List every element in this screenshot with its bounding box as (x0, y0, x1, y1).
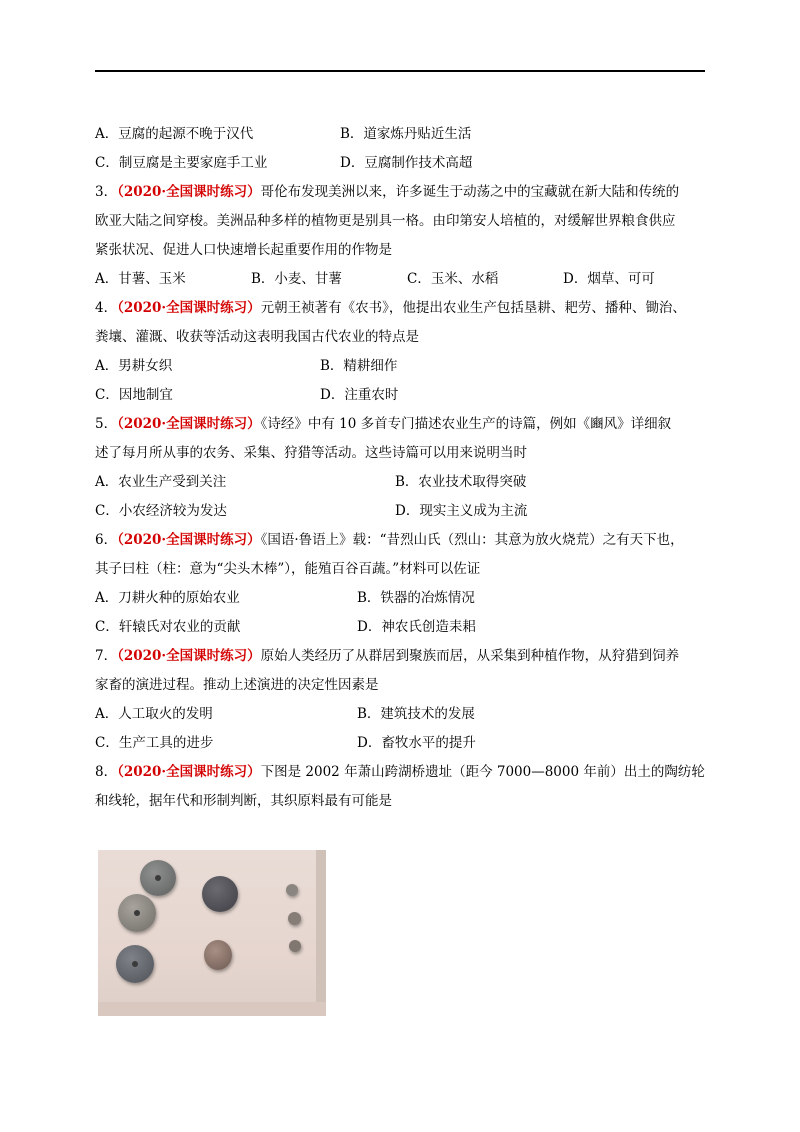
question-line (95, 526, 715, 555)
pottery-disc (140, 860, 176, 896)
answer-option: B．精耕细作 (320, 358, 398, 374)
option-row (95, 381, 715, 410)
answer-option: C．玉米、水稻 (407, 271, 499, 287)
thread-wheel (286, 884, 298, 896)
pottery-disc (118, 894, 156, 932)
source-tag: （2020·全国课时练习） (117, 764, 261, 780)
question-text: 元朝王祯著有《农书》，他提出农业生产包括垦耕、耙劳、播种、锄治、 (260, 300, 686, 316)
source-tag: （2020·全国课时练习） (117, 416, 261, 432)
question-line (95, 642, 715, 671)
answer-option: A．甘薯、玉米 (95, 271, 186, 287)
thread-wheel (289, 940, 301, 952)
answer-option: C．轩辕氏对农业的贡献 (95, 619, 241, 635)
question-number: 5． (95, 416, 118, 432)
answer-option: C．制豆腐是主要家庭手工业 (95, 155, 268, 171)
answer-option: A．农业生产受到关注 (95, 474, 227, 490)
answer-option: B．建筑技术的发展 (357, 706, 475, 722)
answer-option: A．豆腐的起源不晚于汉代 (95, 126, 254, 142)
question-text: 《国语·鲁语上》载：“昔烈山氏（烈山：其意为放火烧荒）之有天下也， (260, 532, 684, 548)
question-text: 《诗经》中有 10 多首专门描述农业生产的诗篇，例如《豳风》详细叙 (260, 416, 672, 432)
answer-option: D．烟草、可可 (563, 271, 655, 287)
question-text-line: 家畜的演进过程。推动上述演进的决定性因素是 (95, 677, 379, 693)
question-text-line: 粪壤、灌溉、收获等活动这表明我国古代农业的特点是 (95, 329, 419, 345)
option-row (95, 613, 715, 642)
source-tag: （2020·全国课时练习） (117, 184, 261, 200)
answer-option: C．生产工具的进步 (95, 735, 214, 751)
pottery-disc (116, 945, 154, 983)
source-tag: （2020·全国课时练习） (117, 300, 261, 316)
answer-option: D．豆腐制作技术高超 (340, 155, 473, 171)
question-text: 原始人类经历了从群居到聚族而居，从采集到种植作物，从狩猎到饲养 (260, 648, 680, 664)
answer-option: A．男耕女织 (95, 358, 173, 374)
answer-option: C．因地制宜 (95, 387, 173, 403)
answer-option: A．人工取火的发明 (95, 706, 213, 722)
answer-option: B．农业技术取得突破 (395, 474, 527, 490)
option-row (95, 120, 715, 149)
question-line (95, 410, 715, 439)
answer-option: C．小农经济较为发达 (95, 503, 227, 519)
source-tag: （2020·全国课时练习） (117, 532, 261, 548)
answer-option: D．现实主义成为主流 (395, 503, 528, 519)
answer-option: B．道家炼丹贴近生活 (340, 126, 472, 142)
question-line (95, 758, 715, 787)
pottery-disc (204, 940, 232, 970)
question-line (95, 178, 715, 207)
option-row (95, 729, 715, 758)
answer-option: D．注重农时 (320, 387, 399, 403)
spinning-wheel-photo (98, 850, 326, 1016)
answer-option: A．刀耕火种的原始农业 (95, 590, 240, 606)
question-text: 下图是 2002 年萧山跨湖桥遗址（距今 7000—8000 年前）出土的陶纺轮 (260, 764, 705, 780)
option-row (95, 352, 715, 381)
option-row (95, 584, 715, 613)
question-text: 哥伦布发现美洲以来，许多诞生于动荡之中的宝藏就在新大陆和传统的 (260, 184, 680, 200)
question-number: 8． (95, 764, 118, 780)
source-tag: （2020·全国课时练习） (117, 648, 261, 664)
pottery-disc (202, 876, 238, 912)
option-row (95, 497, 715, 526)
question-text-line: 述了每月所从事的农务、采集、狩猎等活动。这些诗篇可以用来说明当时 (95, 445, 527, 461)
question-number: 4． (95, 300, 118, 316)
question-number: 3． (95, 184, 118, 200)
question-text-line: 其子曰柱（柱：意为“尖头木棒”），能殖百谷百蔬。”材料可以佐证 (95, 561, 481, 577)
question-number: 6． (95, 532, 118, 548)
option-row (95, 700, 715, 729)
option-row (95, 468, 715, 497)
question-text-line: 欧亚大陆之间穿梭。美洲品种多样的植物更是别具一格。由印第安人培植的，对缓解世界粮食供应 (95, 213, 676, 229)
question-line (95, 294, 715, 323)
thread-wheel (288, 912, 301, 925)
answer-option: B．小麦、甘薯 (251, 271, 342, 287)
question-text-line: 紧张状况、促进人口快速增长起重要作用的作物是 (95, 242, 392, 258)
option-row (95, 149, 715, 178)
header-rule (95, 70, 705, 72)
answer-option: B．铁器的冶炼情况 (357, 590, 475, 606)
question-text-line: 和线轮，据年代和形制判断，其织原料最有可能是 (95, 793, 392, 809)
question-number: 7． (95, 648, 118, 664)
answer-option: D．神农氏创造耒耜 (357, 619, 476, 635)
answer-option: D．畜牧水平的提升 (357, 735, 476, 751)
question-content (95, 120, 715, 816)
option-row (95, 265, 715, 294)
